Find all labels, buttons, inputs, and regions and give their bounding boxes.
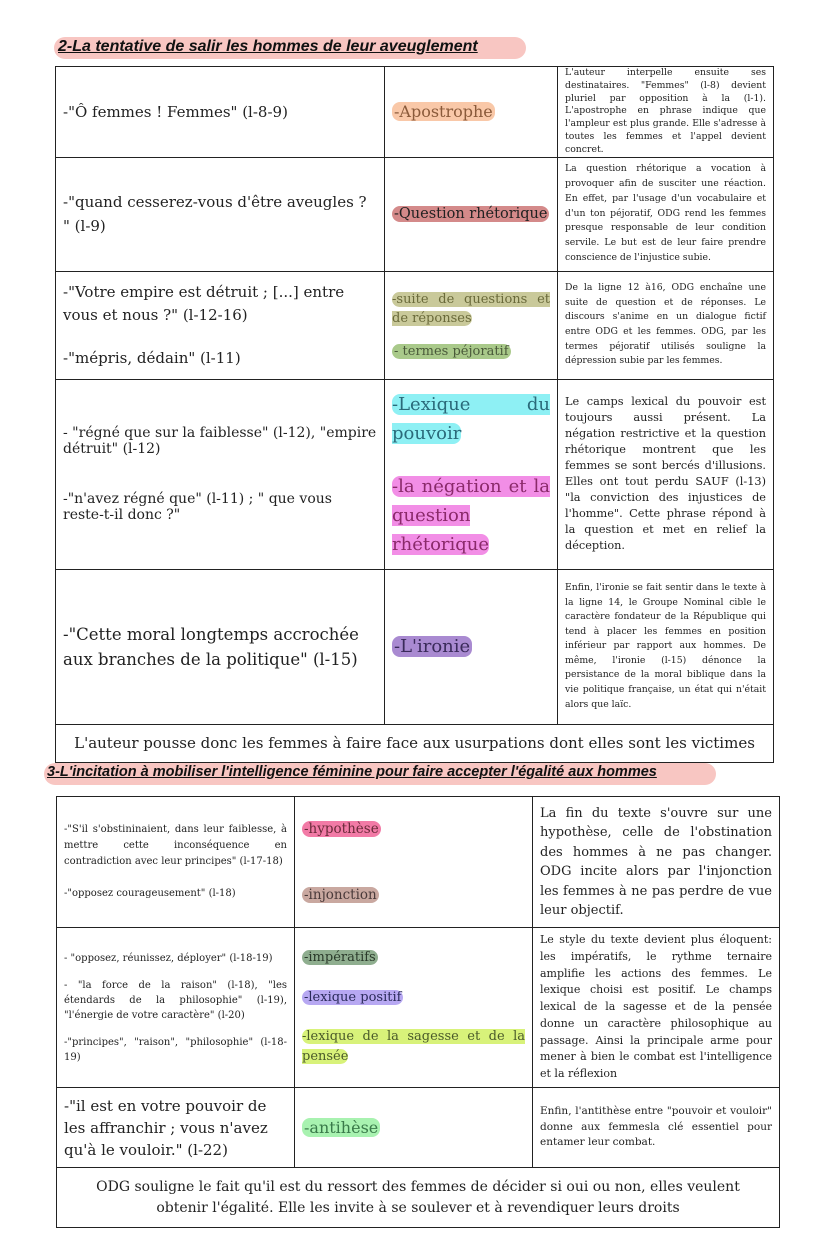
procede-cell [385, 379, 558, 569]
explanation-cell: Enfin, l'antithèse entre "pouvoir et vouloir" donne aux femmesla clé essentiel pour entamer leur combat. [533, 1088, 780, 1168]
explanation-cell: Le camps lexical du pouvoir est toujours aussi présent. La négation restrictive et la question rhétorique montrent que les femmes se sont bercés d'illusions. Elles ont tout perdu SAUF (l-13) "la conviction des injustices de l'homme". Cette phrase répond à la question et met en relief la déception. [558, 379, 774, 569]
quote-text: - "opposez, réunissez, déployer" (l-18-19) [64, 952, 273, 964]
procede-lexique-positif: -lexique positif [304, 990, 402, 1005]
table-row [57, 797, 780, 928]
section3-conclusion: ODG souligne le fait qu'il est du ressort des femmes de décider si oui ou non, elles veulent obtenir l'égalité. Elle les invite à se soulever et à revendiquer leurs droits [57, 1168, 780, 1228]
explanation-cell: De la ligne 12 à16, ODG enchaîne une suite de question et de réponses. Le discours s'anime en un dialogue fictif entre ODG et les femmes. ODG, par les termes péjoratif utilisés souligne la dépression subie par les femmes. [558, 271, 774, 379]
procede-ironie: -L'ironie [394, 636, 471, 658]
quote-text: - "régné que sur la faiblesse" (l-12), "empire détruit" (l-12) [63, 425, 377, 458]
procede-cell [385, 569, 558, 724]
procede-cell [295, 1088, 533, 1168]
procede-antithese: -antihèse [304, 1118, 379, 1137]
quote-cell [56, 157, 385, 271]
quote-text: -"Ô femmes ! Femmes" (l-8-9) [63, 102, 288, 121]
procede-cell [385, 67, 558, 158]
table-row [56, 379, 774, 569]
procede-lexique-sagesse: -lexique de la sagesse et de la pensée [302, 1029, 525, 1064]
quote-cell [57, 1088, 295, 1168]
quote-cell [56, 67, 385, 158]
quote-text: - "la force de la raison" (l-18), "les étendards de la philosophie" (l-19), "l'énergie de votre caractère" (l-20) [64, 979, 287, 1021]
table-row [56, 67, 774, 158]
quote-cell [56, 569, 385, 724]
explanation-cell: Le style du texte devient plus éloquent: les impératifs, le rythme ternaire amplifie les actions des femmes. Le lexique choisi est positif. Le champs lexical de la sagesse et de la pensée donne un caractère philosophique au passage. Ainsi la principale arme pour mener à bien le combat est l'intelligence et la réflexion [533, 928, 780, 1088]
quote-text: -"Cette moral longtemps accrochée aux branches de la politique" (l-15) [63, 624, 359, 669]
procede-suite-questions: -suite de questions et de réponses [392, 291, 550, 326]
procede-cell [385, 271, 558, 379]
quote-cell [56, 379, 385, 569]
table-row [56, 724, 774, 762]
explanation-cell: Enfin, l'ironie se fait sentir dans le texte à la ligne 14, le Groupe Nominal cible le caractère fondateur de la République qui tend à placer les femmes en position inférieur par rapport aux hommes. De même, l'ironie (l-15) dénonce la persistance de la moral biblique dans la vie politique française, un état qui n'était alors que laïc. [558, 569, 774, 724]
quote-text: -"S'il s'obstininaient, dans leur faiblesse, à mettre cette inconséquence en contradiction avec leur principes" (l-17-18) [64, 824, 287, 867]
table-row [56, 271, 774, 379]
procede-lexique-pouvoir: -Lexique du pouvoir [392, 393, 550, 444]
procede-cell [295, 928, 533, 1088]
quote-text: -"opposez courageusement" (l-18) [64, 888, 236, 899]
quote-cell [57, 797, 295, 928]
table-row [57, 1088, 780, 1168]
quote-text: -"il est en votre pouvoir de les affranchir ; vous n'avez qu'à le vouloir." (l-22) [64, 1096, 268, 1159]
procede-negation: -la négation et la question rhétorique [392, 475, 550, 555]
procede-termes-pejoratif: - termes péjoratif [394, 343, 509, 359]
procede-imperatifs: -impératifs [304, 950, 376, 965]
procede-question-rhetorique: -Question rhétorique [394, 206, 548, 223]
quote-text: -"quand cesserez-vous d'être aveugles ? " (l-9) [63, 193, 367, 236]
explanation-cell: La fin du texte s'ouvre sur une hypothèse, celle de l'obstination des hommes à ne pas changer. ODG incite alors par l'injonction les femmes à ne pas perdre de vue leur objectif. [533, 797, 780, 928]
quote-text: -"Votre empire est détruit ; [...] entre vous et nous ?" (l-12-16) [63, 282, 345, 324]
procede-hypothese: -hypothèse [304, 821, 379, 837]
explanation-cell: La question rhétorique a vocation à provoquer afin de susciter une réaction. En effet, par l'usage d'un vocabulaire et d'un ton péjoratif, ODG rend les femmes presque responsable de leur condition servile. Le but est de leur faire prendre conscience de l'injustice subie. [558, 157, 774, 271]
quote-cell [56, 271, 385, 379]
quote-text: -"n'avez régné que" (l-11) ; " que vous reste-t-il donc ?" [63, 491, 332, 524]
procede-injonction: -injonction [304, 887, 377, 903]
procede-cell [295, 797, 533, 928]
section2-conclusion: L'auteur pousse donc les femmes à faire face aux usurpations dont elles sont les victimes [56, 724, 774, 762]
procede-apostrophe: -Apostrophe [394, 102, 493, 122]
explanation-cell: L'auteur interpelle ensuite ses destinataires. "Femmes" (l-8) devient pluriel par opposition à la (l-1). L'apostrophe en phrase indique que l'ampleur est plus grande. Elle s'adresse à toutes les femmes et l'appel devient concret. [558, 67, 774, 158]
table-row [57, 928, 780, 1088]
section3-table [56, 796, 780, 1228]
procede-cell [385, 157, 558, 271]
quote-text: -"mépris, dédain" (l-11) [63, 348, 241, 367]
quote-cell [57, 928, 295, 1088]
table-row [56, 569, 774, 724]
quote-text: -"principes", "raison", "philosophie" (l-18-19) [64, 1036, 287, 1063]
section2-table [55, 66, 774, 763]
section2-title: 2-La tentative de salir les hommes de leur aveuglement [58, 38, 478, 55]
section3-title: 3-L'incitation à mobiliser l'intelligence féminine pour faire accepter l'égalité aux hommes [47, 764, 657, 780]
table-row [57, 1168, 780, 1228]
table-row [56, 157, 774, 271]
